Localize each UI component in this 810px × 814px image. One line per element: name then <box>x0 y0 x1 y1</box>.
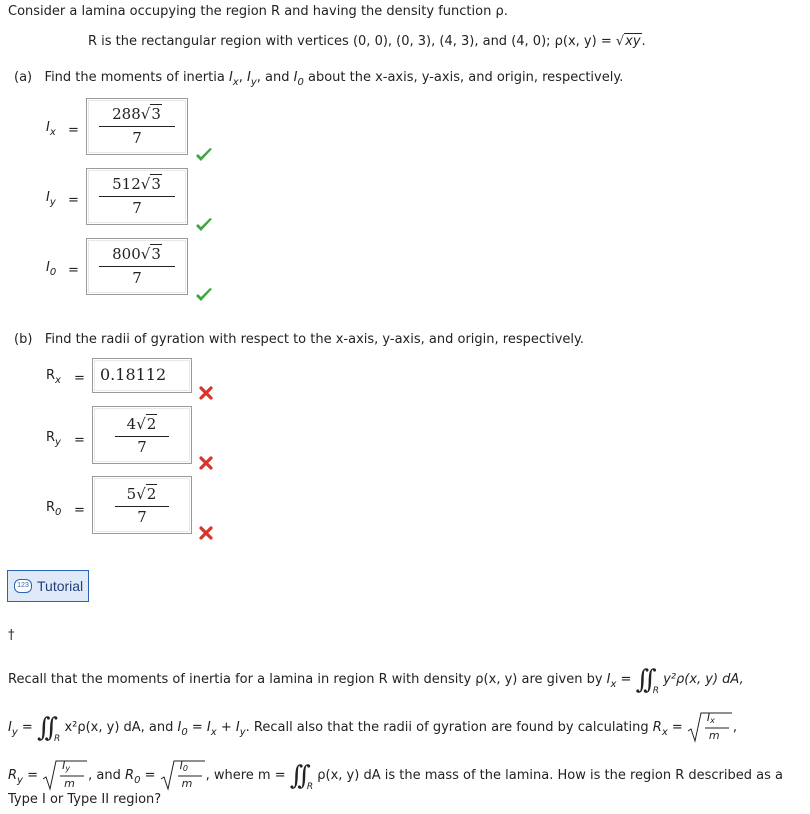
check-icon <box>194 217 214 233</box>
sqrt-i0-over-m <box>160 759 206 793</box>
ix-symbol: $I_x$ <box>606 672 617 690</box>
i0-symbol: $I_0$ <box>177 720 188 738</box>
check-icon <box>194 287 214 303</box>
rx-symbol: $R_x$ <box>652 720 668 738</box>
denominator: m <box>181 776 193 790</box>
numerator: Ix <box>706 710 715 725</box>
region-subscript: R <box>652 686 659 696</box>
denominator: 7 <box>132 129 142 147</box>
r0-symbol: $R_0$ <box>125 768 141 786</box>
sqrt-sign: √ <box>140 175 151 193</box>
double-integral: ∫∫ <box>36 713 53 743</box>
iy-label: $I_y$ <box>46 190 56 208</box>
numerator <box>87 245 187 263</box>
hint-text: ρ(x, y) dA is the mass of the lamina. How is the region R described as a <box>317 768 783 783</box>
check-icon <box>194 147 214 163</box>
radical <box>624 34 641 49</box>
i0-symbol: $I_0$ <box>293 70 304 88</box>
dagger-marker: † <box>8 628 15 643</box>
rx-answer-box[interactable] <box>92 358 192 393</box>
sqrt-iy-over-m <box>42 759 88 793</box>
ix-label: $I_x$ <box>46 120 56 138</box>
radicand: 3 <box>151 175 161 193</box>
region-subscript: R <box>306 782 314 792</box>
numerator: I0 <box>179 758 188 773</box>
denominator: 7 <box>132 269 142 287</box>
intro-text: Consider a lamina occupying the region R and having the density function ρ. <box>8 4 508 19</box>
sqrt-sign: √ <box>136 485 146 503</box>
numerator: Iy <box>62 758 71 773</box>
num-coef: 288 <box>112 105 141 123</box>
tutorial-button[interactable] <box>7 570 89 602</box>
fraction-bar <box>115 506 169 507</box>
ix-symbol: $I_x$ <box>228 70 239 88</box>
denominator: m <box>64 776 75 790</box>
ix-answer-box[interactable] <box>86 98 188 155</box>
radicand: 3 <box>151 105 161 123</box>
numerator <box>93 485 191 503</box>
cross-icon <box>198 385 214 401</box>
hint-line-2: $I_y$ = ∫∫ $_R$ x²ρ(x, y) dA, and $I_0 = I_x + I_y$. Recall also that the radii of gyration are found by calculating $R_x$ = Ix m , <box>8 710 738 744</box>
r0-answer-box[interactable] <box>92 476 192 534</box>
part-b-prompt <box>14 332 584 347</box>
sqrt-sign: √ <box>615 34 625 49</box>
num-coef: 512 <box>112 175 141 193</box>
fraction-bar <box>99 126 175 127</box>
iy-symbol: $I_y$ <box>8 720 18 738</box>
part-a-text: Find the moments of inertia <box>44 70 229 85</box>
equals: = <box>74 503 85 518</box>
equals: = <box>68 263 79 278</box>
rx-value: 0.18112 <box>100 365 167 384</box>
fraction-bar <box>99 266 175 267</box>
double-integral: ∫∫ <box>289 761 305 791</box>
part-b-text: Find the radii of gyration with respect to the x-axis, y-axis, and origin, respectively. <box>44 332 584 347</box>
num-coef: 4 <box>126 415 137 433</box>
fraction-bar <box>99 196 175 197</box>
i0-answer-box[interactable] <box>86 238 188 295</box>
region-description <box>88 34 646 49</box>
part-a-prompt: (a) Find the moments of inertia $I_x$, $I_y$, and $I_0$ about the x-axis, y-axis, and origin, respectively. <box>14 70 624 88</box>
equals: = <box>68 123 79 138</box>
ry-symbol: $R_y$ <box>8 768 23 786</box>
radicand: 2 <box>146 415 157 433</box>
denominator: 7 <box>137 508 147 526</box>
region-subscript: R <box>54 734 61 744</box>
sqrt-ix-over-m <box>687 711 733 745</box>
fraction-bar <box>115 436 169 437</box>
conj: and <box>265 70 290 85</box>
region-text: R is the rectangular region with vertices (0, 0), (0, 3), (4, 3), and (4, 0); ρ(x, y) = <box>88 34 616 49</box>
iy-symbol: $I_y$ <box>246 70 257 88</box>
hint-line-3: $R_y$ = Iy m , and $R_0$ = I0 m , where m = ∫∫ $_R$ ρ(x, y) dA is the mass of the lamina. How is the region R described as a <box>8 758 783 792</box>
double-integral: ∫∫ <box>635 665 651 695</box>
i0-label: $I_0$ <box>46 260 57 278</box>
cross-icon <box>198 455 214 471</box>
sqrt-sign: √ <box>136 415 146 433</box>
part-b-label: (b) <box>14 332 33 347</box>
iy-answer-box[interactable] <box>86 168 188 225</box>
cross-icon <box>198 525 214 541</box>
num-coef: 5 <box>126 485 137 503</box>
radicand: 3 <box>151 245 161 263</box>
part-a-label: (a) <box>14 70 33 85</box>
radicand: xy <box>625 34 641 49</box>
num-coef: 800 <box>112 245 141 263</box>
hint-line-4: Type I or Type II region? <box>8 792 162 807</box>
radicand: 2 <box>146 485 157 503</box>
hint-text: Recall that the moments of inertia for a lamina in region R with density ρ(x, y) are given by <box>8 672 603 687</box>
denominator: 7 <box>137 438 147 456</box>
hint-text: Recall also that the radii of gyration are found by calculating <box>253 720 649 735</box>
denominator: 7 <box>132 199 142 217</box>
numerator <box>93 415 191 433</box>
equals: = <box>68 193 79 208</box>
equals: = <box>74 433 85 448</box>
ix-symbol: $I_x$ <box>206 720 217 738</box>
numerator <box>87 175 187 193</box>
ry-answer-box[interactable] <box>92 406 192 464</box>
hint-text: , and <box>88 768 121 783</box>
sqrt-sign: √ <box>140 245 151 263</box>
tutorial-icon: 123 <box>14 579 32 593</box>
hint-text: , where m = <box>205 768 286 783</box>
part-a-text-after: about the x-axis, y-axis, and origin, respectively. <box>303 70 624 85</box>
iy-symbol: $I_y$ <box>235 720 246 738</box>
numerator <box>87 105 187 123</box>
integrand: y²ρ(x, y) dA, <box>663 672 744 687</box>
sqrt-sign: √ <box>140 105 151 123</box>
hint-line-1: Recall that the moments of inertia for a lamina in region R with density ρ(x, y) are given by $I_x$ = ∫∫ $_R$ y²ρ(x, y) dA, <box>8 665 744 696</box>
region-suffix: . <box>641 34 646 49</box>
rx-label: $R_x$ <box>46 368 61 386</box>
integrand: x²ρ(x, y) dA, and <box>64 720 174 735</box>
tutorial-label: Tutorial <box>37 578 84 594</box>
denominator: m <box>708 728 720 742</box>
r0-label: $R_0$ <box>46 500 62 518</box>
equals: = <box>74 371 85 386</box>
ry-label: $R_y$ <box>46 430 61 448</box>
